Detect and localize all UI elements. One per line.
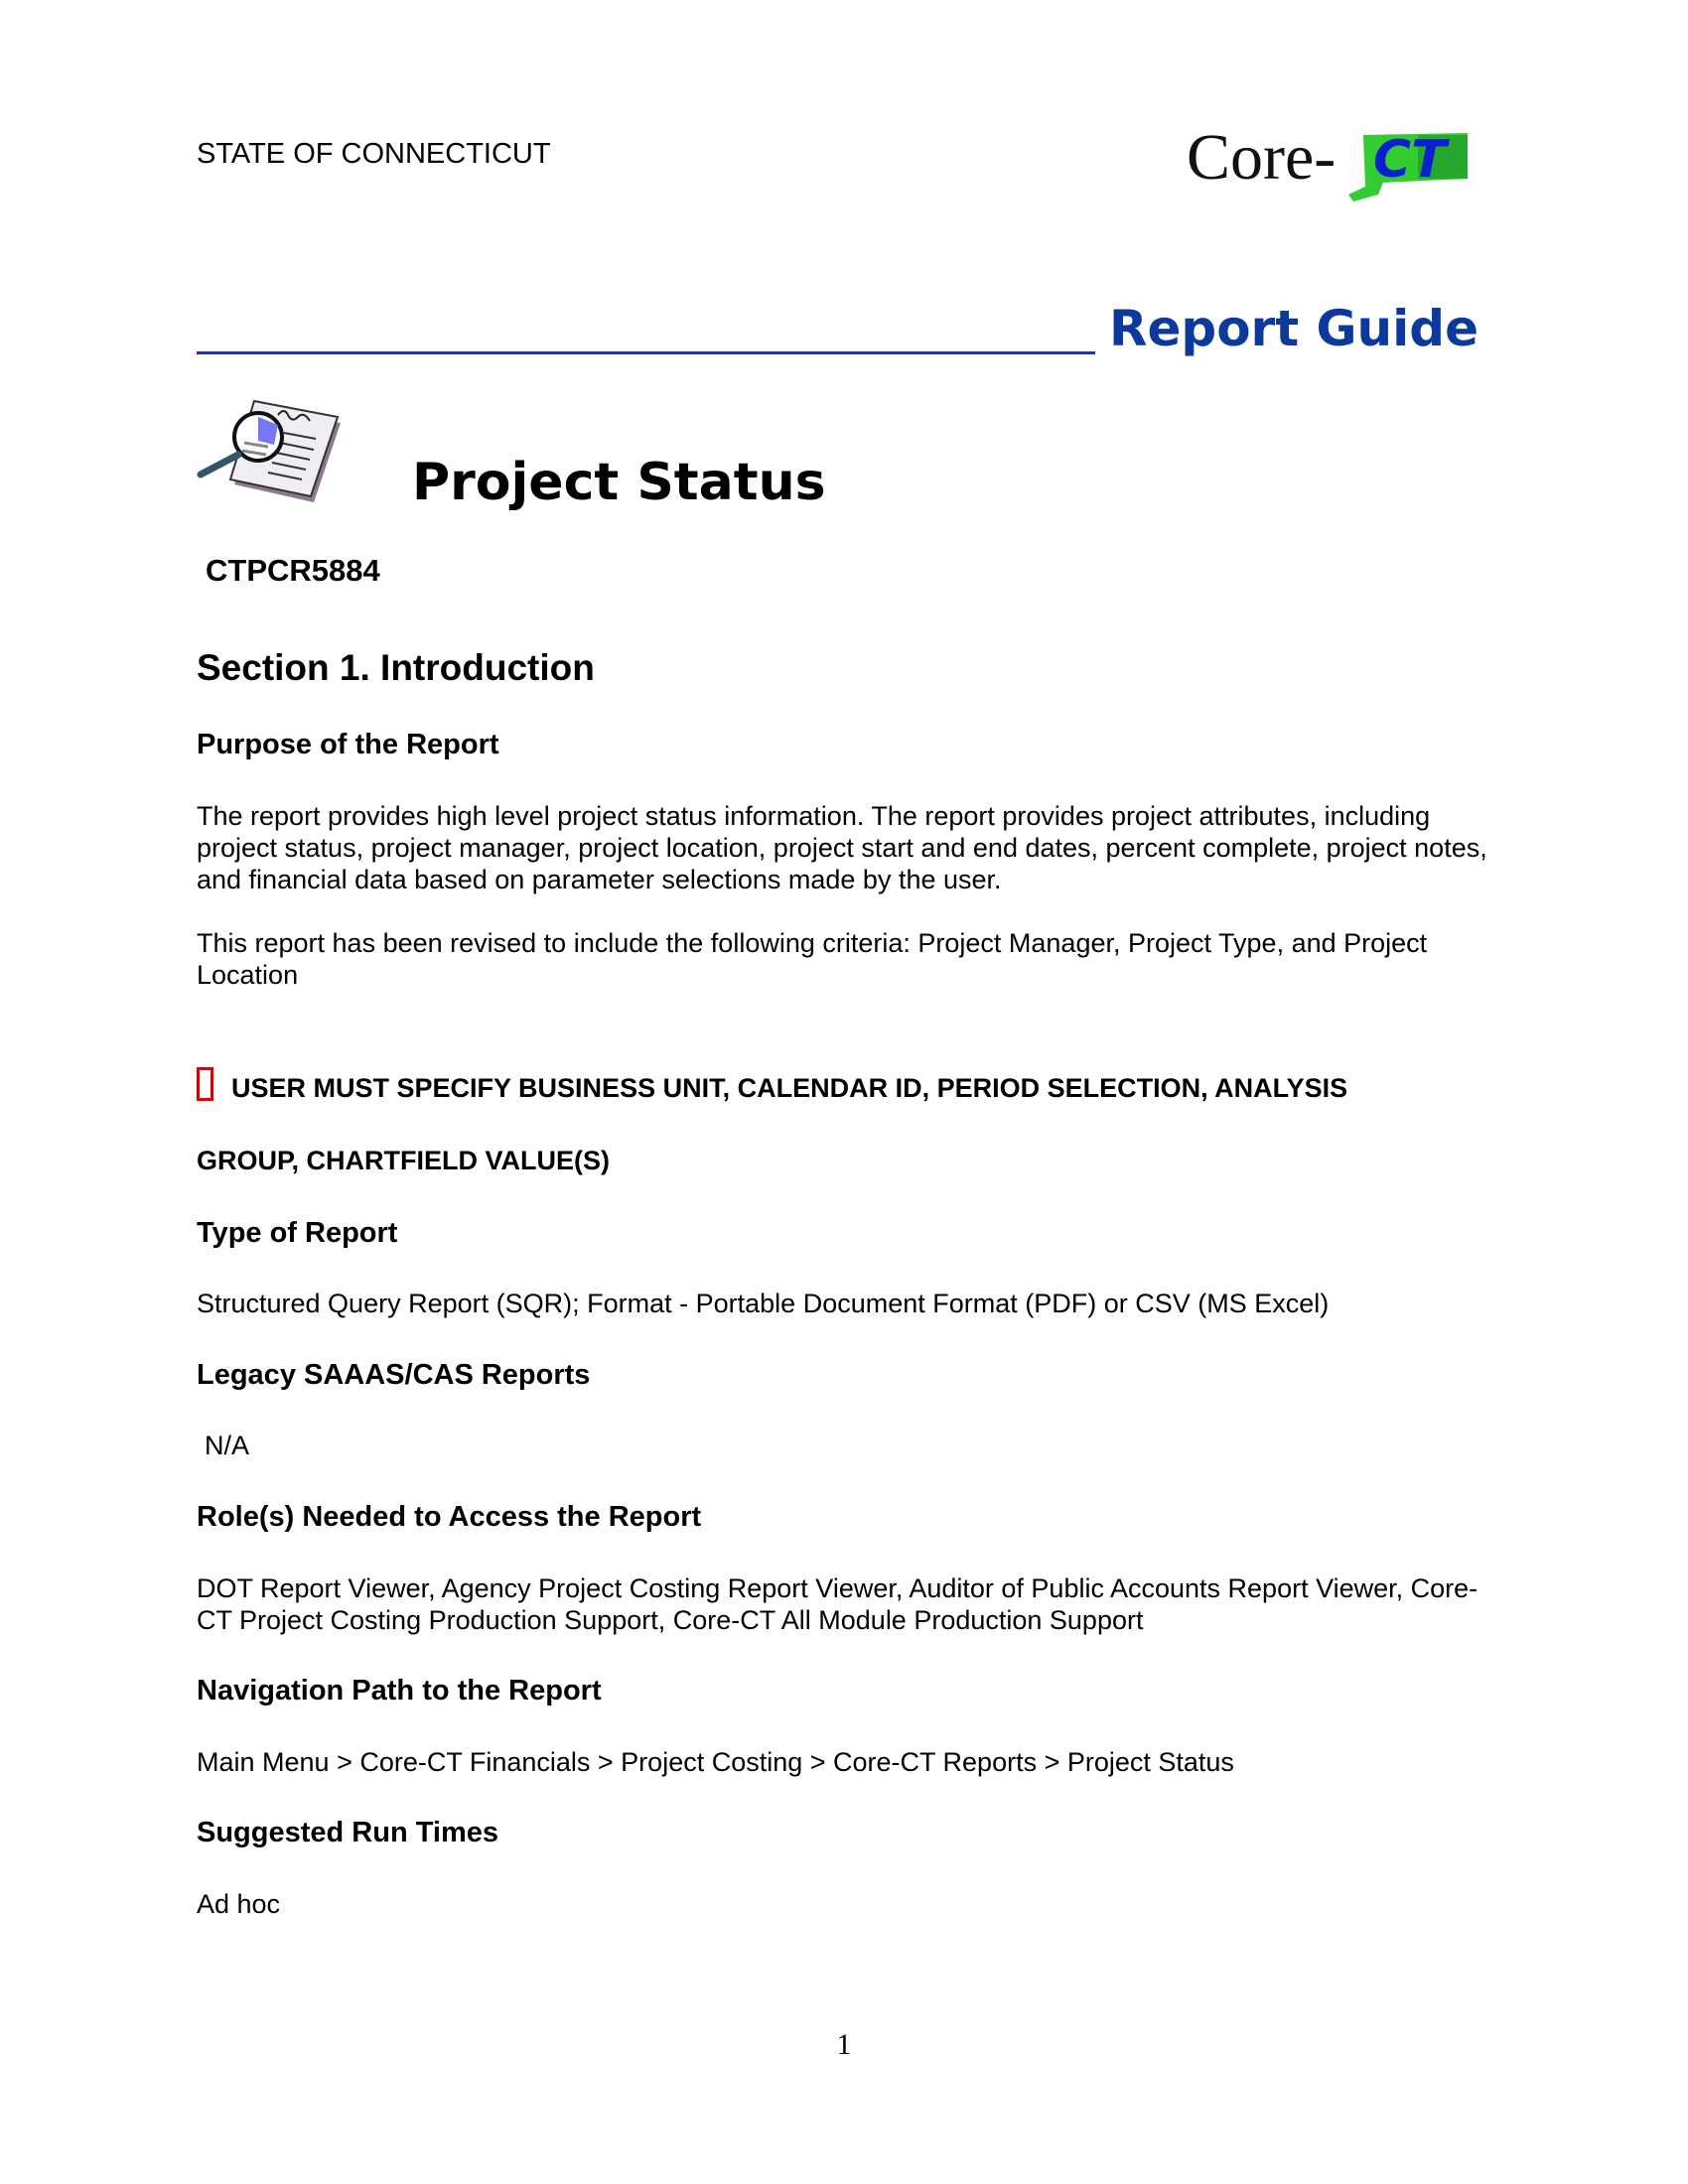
run-times-text: Ad hoc <box>197 1889 281 1919</box>
purpose-heading: Purpose of the Report <box>197 729 499 760</box>
revision-paragraph: This report has been revised to include the following criteria: Project Manager, Project Type, and Project Location <box>197 928 1428 990</box>
warning-line-2: GROUP, CHARTFIELD VALUE(S) <box>197 1146 611 1175</box>
type-text: Structured Query Report (SQR); Format - Portable Document Format (PDF) or CSV (MS Excel) <box>197 1289 1330 1318</box>
run-times-heading: Suggested Run Times <box>197 1817 499 1848</box>
legacy-heading: Legacy SAAAS/CAS Reports <box>197 1359 591 1391</box>
warning-icon <box>197 1067 213 1101</box>
report-code: CTPCR5884 <box>206 553 380 588</box>
page-title: Project Status <box>412 453 826 512</box>
navigation-path: Main Menu > Core-CT Financials > Project Costing > Core-CT Reports > Project Status <box>197 1747 1234 1777</box>
navigation-heading: Navigation Path to the Report <box>197 1675 602 1706</box>
page-number: 1 <box>836 2028 852 2061</box>
warning-line-1: USER MUST SPECIFY BUSINESS UNIT, CALENDAR ID, PERIOD SELECTION, ANALYSIS <box>231 1073 1348 1103</box>
required-fields-warning <box>197 1067 1347 1104</box>
document-type: Report Guide <box>1109 300 1478 357</box>
organization-name: STATE OF CONNECTICUT <box>197 138 551 170</box>
section-heading: Section 1. Introduction <box>197 647 595 688</box>
header-rule <box>197 351 1095 354</box>
report-magnifier-icon <box>197 395 341 509</box>
purpose-paragraph: The report provides high level project status information. The report provides project attributes, including project status, project manager, project location, project start and end dates, percent complete, project notes, and financial data based on parameter selections made by the user. <box>197 801 1487 894</box>
svg-text:Core-: Core- <box>1187 121 1336 194</box>
type-heading: Type of Report <box>197 1217 398 1249</box>
core-ct-logo <box>1185 117 1473 211</box>
roles-text: DOT Report Viewer, Agency Project Costing Report Viewer, Auditor of Public Accounts Report Viewer, Core-CT Project Costing Production Support, Core-CT All Module Production Support <box>197 1573 1478 1635</box>
roles-heading: Role(s) Needed to Access the Report <box>197 1501 702 1533</box>
legacy-text: N/A <box>205 1431 250 1460</box>
svg-text:CT: CT <box>1373 130 1447 190</box>
